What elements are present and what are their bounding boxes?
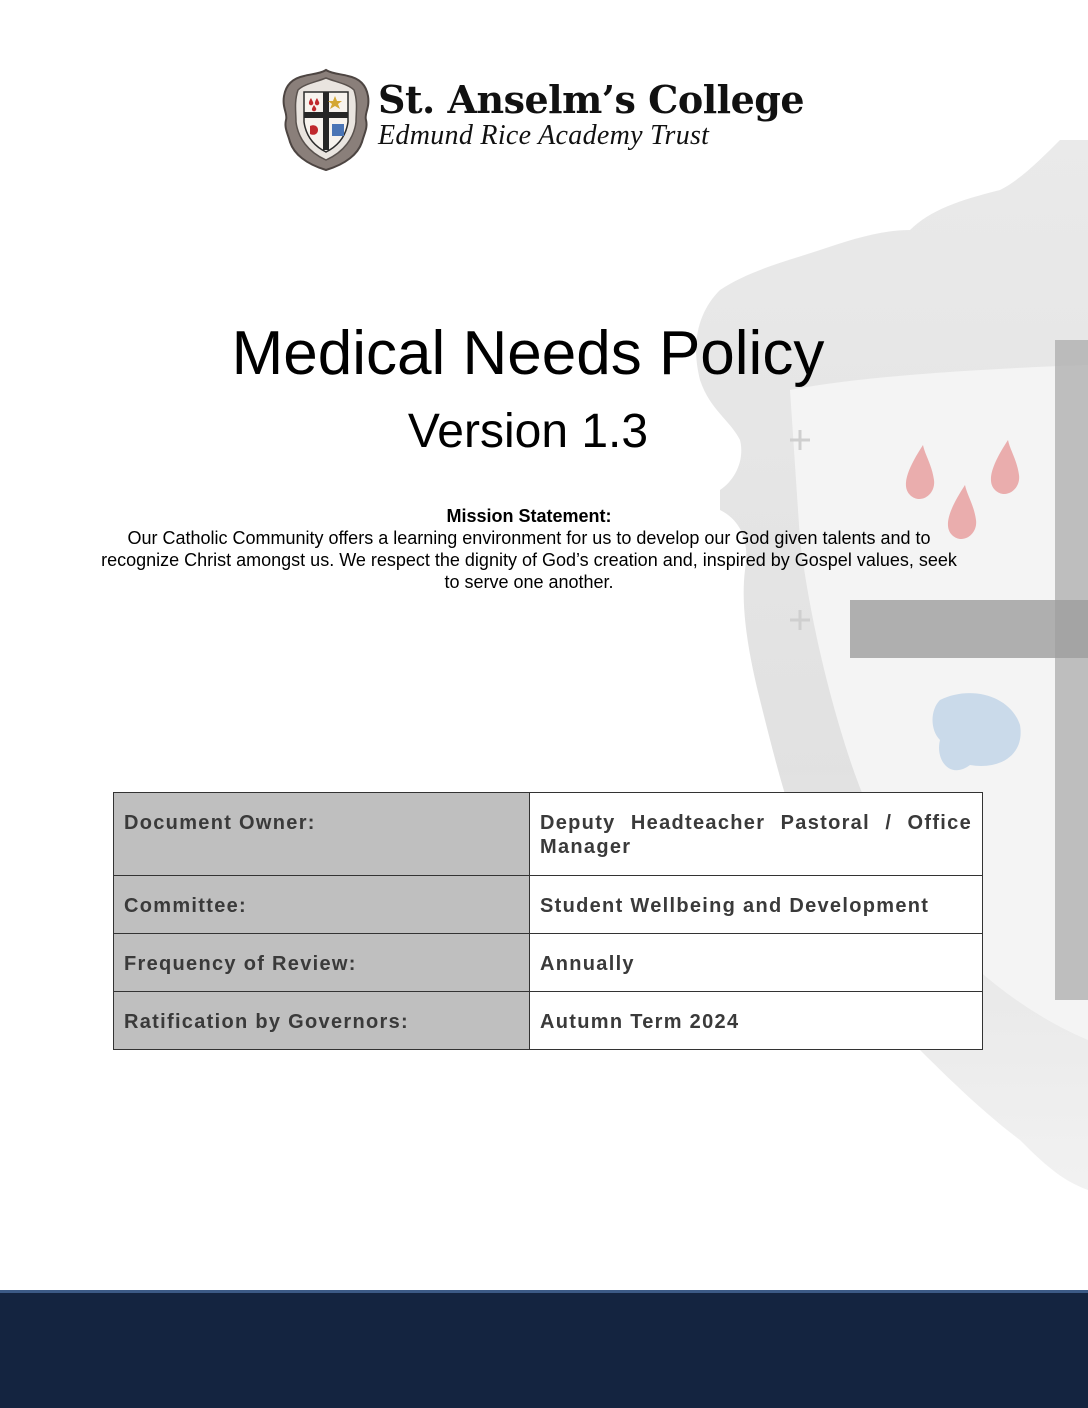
table-row [114,992,983,1050]
committee-label: Committee: [114,876,530,934]
table-row [114,793,983,876]
ratification-value: Autumn Term 2024 [530,992,983,1050]
school-crest-icon [280,68,372,172]
document-owner-label: Document Owner: [114,793,530,876]
document-version: Version 1.3 [407,405,649,458]
document-info-table [113,792,983,1050]
footer-band [0,1290,1088,1408]
table-row [114,934,983,992]
college-name: St. Anselm’s College [378,77,805,122]
mission-statement [96,505,962,593]
committee-value: Student Wellbeing and Development [530,876,983,934]
trust-name: Edmund Rice Academy Trust [378,120,710,151]
college-logo [280,68,805,174]
document-owner-value: Deputy Headteacher Pastoral / Office Manager [530,793,983,876]
frequency-label: Frequency of Review: [114,934,530,992]
document-title: Medical Needs Policy [231,319,825,388]
table-row [114,876,983,934]
ratification-label: Ratification by Governors: [114,992,530,1050]
mission-text: Our Catholic Community offers a learning environment for us to develop our God given talents and to recognize Christ amongst us. We respect the dignity of God’s creation and, inspired by Gospel values, seek to serve one another. [101,528,957,592]
mission-heading: Mission Statement: [446,506,612,526]
frequency-value: Annually [530,934,983,992]
